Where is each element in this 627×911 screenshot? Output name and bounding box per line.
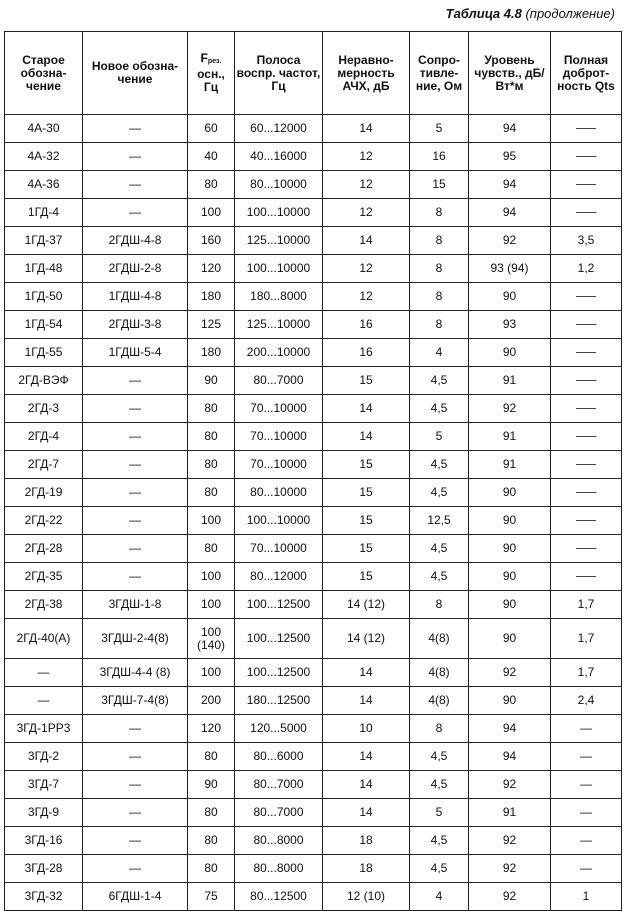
cell-sensitivity: 90 <box>469 339 551 367</box>
cell-response-nonuniformity: 12 <box>323 143 410 171</box>
table-row <box>5 115 622 143</box>
cell-frequency-band: 80...8000 <box>235 855 323 883</box>
cell-response-nonuniformity: 15 <box>323 367 410 395</box>
cell-frequency-band: 125...10000 <box>235 311 323 339</box>
caption-title: Таблица 4.8 <box>445 6 522 21</box>
cell-resonance-frequency: 80 <box>188 479 235 507</box>
cell-q-factor <box>551 535 622 563</box>
cell-impedance: 15 <box>410 171 469 199</box>
cell-sensitivity: 90 <box>469 591 551 619</box>
cell-response-nonuniformity: 16 <box>323 311 410 339</box>
cell-new-designation: — <box>83 479 188 507</box>
cell-impedance: 4,5 <box>410 771 469 799</box>
cell-impedance: 8 <box>410 591 469 619</box>
cell-impedance: 4,5 <box>410 395 469 423</box>
cell-new-designation: — <box>83 395 188 423</box>
cell-sensitivity: 94 <box>469 715 551 743</box>
cell-impedance: 4(8) <box>410 619 469 659</box>
cell-q-factor <box>551 311 622 339</box>
cell-response-nonuniformity: 12 <box>323 283 410 311</box>
cell-resonance-frequency: 125 <box>188 311 235 339</box>
table-row <box>5 771 622 799</box>
cell-frequency-band: 100...10000 <box>235 199 323 227</box>
cell-sensitivity: 93 <box>469 311 551 339</box>
cell-response-nonuniformity: 10 <box>323 715 410 743</box>
cell-new-designation: — <box>83 199 188 227</box>
cell-q-factor <box>551 199 622 227</box>
table-row <box>5 143 622 171</box>
cell-frequency-band: 80...7000 <box>235 799 323 827</box>
cell-old-designation: 3ГД-32 <box>5 883 83 911</box>
cell-old-designation: 1ГД-4 <box>5 199 83 227</box>
cell-sensitivity: 91 <box>469 451 551 479</box>
cell-impedance: 4(8) <box>410 687 469 715</box>
cell-impedance: 8 <box>410 199 469 227</box>
cell-new-designation: 2ГДШ-3-8 <box>83 311 188 339</box>
cell-new-designation: 6ГДШ-1-4 <box>83 883 188 911</box>
cell-q-factor: 1,7 <box>551 619 622 659</box>
cell-q-factor <box>551 451 622 479</box>
cell-q-factor: — <box>551 827 622 855</box>
cell-new-designation: 3ГДШ-4-4 (8) <box>83 659 188 687</box>
cell-impedance: 5 <box>410 115 469 143</box>
cell-old-designation: 4А-30 <box>5 115 83 143</box>
table-row <box>5 619 622 659</box>
cell-frequency-band: 180...12500 <box>235 687 323 715</box>
cell-resonance-frequency: 80 <box>188 827 235 855</box>
cell-new-designation: — <box>83 115 188 143</box>
cell-new-designation: — <box>83 507 188 535</box>
cell-sensitivity: 90 <box>469 507 551 535</box>
cell-frequency-band: 200...10000 <box>235 339 323 367</box>
table-row <box>5 479 622 507</box>
cell-old-designation: 4А-36 <box>5 171 83 199</box>
cell-new-designation: — <box>83 535 188 563</box>
cell-resonance-frequency: 100 <box>188 563 235 591</box>
empty-value-dash <box>576 380 596 381</box>
cell-response-nonuniformity: 14 <box>323 395 410 423</box>
cell-response-nonuniformity: 12 <box>323 171 410 199</box>
cell-resonance-frequency: 100 <box>188 507 235 535</box>
empty-value-dash <box>576 324 596 325</box>
cell-response-nonuniformity: 15 <box>323 507 410 535</box>
table-row <box>5 743 622 771</box>
cell-impedance: 8 <box>410 715 469 743</box>
cell-impedance: 8 <box>410 311 469 339</box>
header-resonance-frequency: Fрез. осн., Гц <box>188 32 235 115</box>
cell-old-designation: 2ГД-ВЭФ <box>5 367 83 395</box>
table-row <box>5 451 622 479</box>
empty-value-dash <box>576 520 596 521</box>
cell-frequency-band: 100...10000 <box>235 255 323 283</box>
cell-resonance-frequency: 80 <box>188 535 235 563</box>
empty-value-dash <box>576 492 596 493</box>
cell-sensitivity: 95 <box>469 143 551 171</box>
cell-response-nonuniformity: 15 <box>323 451 410 479</box>
cell-resonance-frequency: 180 <box>188 283 235 311</box>
header-row <box>5 32 622 115</box>
cell-new-designation: — <box>83 143 188 171</box>
cell-old-designation: 2ГД-35 <box>5 563 83 591</box>
table-row <box>5 715 622 743</box>
cell-response-nonuniformity: 14 <box>323 115 410 143</box>
table-row <box>5 855 622 883</box>
table-row <box>5 283 622 311</box>
cell-old-designation: 2ГД-7 <box>5 451 83 479</box>
cell-resonance-frequency: 120 <box>188 255 235 283</box>
cell-new-designation: — <box>83 715 188 743</box>
cell-sensitivity: 92 <box>469 883 551 911</box>
table-row <box>5 199 622 227</box>
cell-frequency-band: 80...6000 <box>235 743 323 771</box>
cell-old-designation: 3ГД-28 <box>5 855 83 883</box>
cell-old-designation: 1ГД-55 <box>5 339 83 367</box>
cell-resonance-frequency: 100 <box>188 199 235 227</box>
cell-sensitivity: 92 <box>469 659 551 687</box>
cell-impedance: 4,5 <box>410 479 469 507</box>
cell-q-factor: 1,7 <box>551 591 622 619</box>
cell-response-nonuniformity: 14 (12) <box>323 591 410 619</box>
cell-frequency-band: 120...5000 <box>235 715 323 743</box>
cell-frequency-band: 80...10000 <box>235 479 323 507</box>
cell-sensitivity: 90 <box>469 687 551 715</box>
cell-old-designation: 1ГД-48 <box>5 255 83 283</box>
table-row <box>5 311 622 339</box>
cell-frequency-band: 80...7000 <box>235 771 323 799</box>
cell-new-designation: — <box>83 799 188 827</box>
empty-value-dash <box>576 464 596 465</box>
table-row <box>5 367 622 395</box>
table-row <box>5 227 622 255</box>
cell-sensitivity: 92 <box>469 827 551 855</box>
cell-resonance-frequency: 90 <box>188 367 235 395</box>
table-caption <box>446 6 615 21</box>
empty-value-dash <box>576 576 596 577</box>
cell-sensitivity: 90 <box>469 619 551 659</box>
cell-q-factor <box>551 395 622 423</box>
cell-q-factor: — <box>551 771 622 799</box>
cell-resonance-frequency: 100 (140) <box>188 619 235 659</box>
cell-resonance-frequency: 80 <box>188 743 235 771</box>
cell-q-factor <box>551 507 622 535</box>
cell-resonance-frequency: 75 <box>188 883 235 911</box>
cell-impedance: 4,5 <box>410 563 469 591</box>
cell-resonance-frequency: 180 <box>188 339 235 367</box>
cell-q-factor: 2,4 <box>551 687 622 715</box>
cell-resonance-frequency: 200 <box>188 687 235 715</box>
cell-new-designation: — <box>83 827 188 855</box>
cell-frequency-band: 180...8000 <box>235 283 323 311</box>
cell-old-designation: 1ГД-37 <box>5 227 83 255</box>
cell-old-designation: 3ГД-7 <box>5 771 83 799</box>
cell-sensitivity: 90 <box>469 563 551 591</box>
cell-sensitivity: 92 <box>469 227 551 255</box>
cell-sensitivity: 91 <box>469 799 551 827</box>
cell-sensitivity: 90 <box>469 283 551 311</box>
cell-impedance: 12,5 <box>410 507 469 535</box>
cell-response-nonuniformity: 14 <box>323 743 410 771</box>
cell-old-designation: 3ГД-1РР3 <box>5 715 83 743</box>
header-response-nonuniformity: Неравно-мерность АЧХ, дБ <box>323 32 410 115</box>
cell-new-designation: 3ГДШ-1-8 <box>83 591 188 619</box>
cell-old-designation: 3ГД-2 <box>5 743 83 771</box>
cell-old-designation: 2ГД-19 <box>5 479 83 507</box>
cell-frequency-band: 100...12500 <box>235 591 323 619</box>
cell-q-factor: 1,7 <box>551 659 622 687</box>
cell-old-designation: 2ГД-38 <box>5 591 83 619</box>
cell-q-factor: — <box>551 743 622 771</box>
cell-resonance-frequency: 80 <box>188 171 235 199</box>
cell-new-designation: — <box>83 451 188 479</box>
cell-q-factor <box>551 563 622 591</box>
cell-q-factor <box>551 115 622 143</box>
empty-value-dash <box>576 296 596 297</box>
caption-note: (продолжение) <box>525 6 615 21</box>
empty-value-dash <box>576 128 596 129</box>
empty-value-dash <box>576 212 596 213</box>
cell-q-factor <box>551 423 622 451</box>
header-sensitivity: Уровень чувств., дБ/Вт*м <box>469 32 551 115</box>
cell-old-designation: — <box>5 659 83 687</box>
cell-new-designation: 2ГДШ-4-8 <box>83 227 188 255</box>
header-frequency-band: Полоса воспр. частот, Гц <box>235 32 323 115</box>
cell-response-nonuniformity: 15 <box>323 479 410 507</box>
cell-impedance: 8 <box>410 283 469 311</box>
empty-value-dash <box>576 184 596 185</box>
table-row <box>5 171 622 199</box>
cell-resonance-frequency: 80 <box>188 451 235 479</box>
cell-response-nonuniformity: 15 <box>323 563 410 591</box>
cell-frequency-band: 100...12500 <box>235 659 323 687</box>
cell-new-designation: 3ГДШ-2-4(8) <box>83 619 188 659</box>
empty-value-dash <box>576 156 596 157</box>
cell-q-factor: 3,5 <box>551 227 622 255</box>
cell-old-designation: 3ГД-16 <box>5 827 83 855</box>
cell-response-nonuniformity: 14 <box>323 687 410 715</box>
cell-new-designation: — <box>83 743 188 771</box>
cell-new-designation: — <box>83 563 188 591</box>
cell-old-designation: 2ГД-3 <box>5 395 83 423</box>
cell-old-designation: 1ГД-54 <box>5 311 83 339</box>
cell-old-designation: 2ГД-4 <box>5 423 83 451</box>
cell-old-designation: — <box>5 687 83 715</box>
cell-sensitivity: 94 <box>469 743 551 771</box>
cell-response-nonuniformity: 14 <box>323 771 410 799</box>
cell-resonance-frequency: 60 <box>188 115 235 143</box>
header-old-designation: Старое обозна-чение <box>5 32 83 115</box>
cell-impedance: 8 <box>410 227 469 255</box>
cell-response-nonuniformity: 14 <box>323 227 410 255</box>
cell-resonance-frequency: 120 <box>188 715 235 743</box>
cell-frequency-band: 70...10000 <box>235 395 323 423</box>
cell-sensitivity: 94 <box>469 199 551 227</box>
cell-new-designation: — <box>83 367 188 395</box>
table-row <box>5 827 622 855</box>
cell-frequency-band: 80...8000 <box>235 827 323 855</box>
cell-frequency-band: 60...12000 <box>235 115 323 143</box>
cell-old-designation: 2ГД-40(А) <box>5 619 83 659</box>
header-impedance: Сопро-тивле-ние, Ом <box>410 32 469 115</box>
cell-resonance-frequency: 90 <box>188 771 235 799</box>
cell-frequency-band: 80...12500 <box>235 883 323 911</box>
cell-q-factor: 1,2 <box>551 255 622 283</box>
table-row <box>5 395 622 423</box>
cell-sensitivity: 94 <box>469 115 551 143</box>
cell-q-factor: — <box>551 799 622 827</box>
cell-frequency-band: 70...10000 <box>235 451 323 479</box>
cell-new-designation: 1ГДШ-4-8 <box>83 283 188 311</box>
cell-new-designation: 3ГДШ-7-4(8) <box>83 687 188 715</box>
cell-q-factor <box>551 339 622 367</box>
table-row <box>5 883 622 911</box>
cell-q-factor <box>551 143 622 171</box>
cell-resonance-frequency: 80 <box>188 395 235 423</box>
cell-impedance: 5 <box>410 423 469 451</box>
cell-new-designation: — <box>83 771 188 799</box>
cell-new-designation: — <box>83 855 188 883</box>
cell-resonance-frequency: 80 <box>188 423 235 451</box>
cell-impedance: 8 <box>410 255 469 283</box>
cell-resonance-frequency: 40 <box>188 143 235 171</box>
cell-q-factor: — <box>551 715 622 743</box>
cell-impedance: 4,5 <box>410 743 469 771</box>
cell-frequency-band: 125...10000 <box>235 227 323 255</box>
cell-sensitivity: 93 (94) <box>469 255 551 283</box>
cell-q-factor <box>551 367 622 395</box>
cell-new-designation: 1ГДШ-5-4 <box>83 339 188 367</box>
cell-q-factor <box>551 283 622 311</box>
cell-sensitivity: 90 <box>469 479 551 507</box>
cell-resonance-frequency: 100 <box>188 659 235 687</box>
speaker-spec-table <box>4 31 622 911</box>
table-row <box>5 687 622 715</box>
cell-impedance: 4,5 <box>410 855 469 883</box>
cell-sensitivity: 92 <box>469 395 551 423</box>
cell-resonance-frequency: 80 <box>188 799 235 827</box>
cell-frequency-band: 40...16000 <box>235 143 323 171</box>
cell-sensitivity: 92 <box>469 771 551 799</box>
cell-q-factor: — <box>551 855 622 883</box>
cell-old-designation: 2ГД-22 <box>5 507 83 535</box>
cell-old-designation: 2ГД-28 <box>5 535 83 563</box>
cell-q-factor <box>551 171 622 199</box>
cell-frequency-band: 100...12500 <box>235 619 323 659</box>
cell-response-nonuniformity: 12 <box>323 255 410 283</box>
cell-response-nonuniformity: 12 (10) <box>323 883 410 911</box>
table-row <box>5 339 622 367</box>
cell-sensitivity: 92 <box>469 855 551 883</box>
cell-q-factor <box>551 479 622 507</box>
table-row <box>5 535 622 563</box>
cell-sensitivity: 94 <box>469 171 551 199</box>
cell-new-designation: 2ГДШ-2-8 <box>83 255 188 283</box>
table-row <box>5 799 622 827</box>
empty-value-dash <box>576 548 596 549</box>
cell-new-designation: — <box>83 423 188 451</box>
cell-response-nonuniformity: 12 <box>323 199 410 227</box>
cell-sensitivity: 91 <box>469 423 551 451</box>
empty-value-dash <box>576 436 596 437</box>
cell-resonance-frequency: 100 <box>188 591 235 619</box>
cell-old-designation: 1ГД-50 <box>5 283 83 311</box>
empty-value-dash <box>576 408 596 409</box>
empty-value-dash <box>576 352 596 353</box>
cell-frequency-band: 80...7000 <box>235 367 323 395</box>
cell-response-nonuniformity: 14 <box>323 659 410 687</box>
cell-frequency-band: 80...12000 <box>235 563 323 591</box>
cell-impedance: 4,5 <box>410 451 469 479</box>
table-row <box>5 255 622 283</box>
cell-new-designation: — <box>83 171 188 199</box>
cell-response-nonuniformity: 18 <box>323 855 410 883</box>
cell-impedance: 4 <box>410 339 469 367</box>
cell-response-nonuniformity: 15 <box>323 535 410 563</box>
cell-response-nonuniformity: 14 (12) <box>323 619 410 659</box>
cell-old-designation: 4А-32 <box>5 143 83 171</box>
cell-sensitivity: 90 <box>469 535 551 563</box>
cell-impedance: 4 <box>410 883 469 911</box>
header-q-factor: Полная доброт-ность Qts <box>551 32 622 115</box>
cell-response-nonuniformity: 14 <box>323 799 410 827</box>
header-new-designation: Новое обозна-чение <box>83 32 188 115</box>
cell-frequency-band: 100...10000 <box>235 507 323 535</box>
table-row <box>5 507 622 535</box>
cell-impedance: 4,5 <box>410 535 469 563</box>
cell-response-nonuniformity: 14 <box>323 423 410 451</box>
table-row <box>5 423 622 451</box>
cell-old-designation: 3ГД-9 <box>5 799 83 827</box>
cell-response-nonuniformity: 18 <box>323 827 410 855</box>
cell-impedance: 4,5 <box>410 367 469 395</box>
cell-frequency-band: 70...10000 <box>235 423 323 451</box>
cell-impedance: 5 <box>410 799 469 827</box>
cell-impedance: 16 <box>410 143 469 171</box>
cell-frequency-band: 80...10000 <box>235 171 323 199</box>
table-row <box>5 563 622 591</box>
cell-impedance: 4,5 <box>410 827 469 855</box>
cell-resonance-frequency: 160 <box>188 227 235 255</box>
cell-response-nonuniformity: 16 <box>323 339 410 367</box>
cell-frequency-band: 70...10000 <box>235 535 323 563</box>
cell-sensitivity: 91 <box>469 367 551 395</box>
table-row <box>5 659 622 687</box>
cell-q-factor: 1 <box>551 883 622 911</box>
cell-impedance: 4(8) <box>410 659 469 687</box>
cell-resonance-frequency: 80 <box>188 855 235 883</box>
table-row <box>5 591 622 619</box>
